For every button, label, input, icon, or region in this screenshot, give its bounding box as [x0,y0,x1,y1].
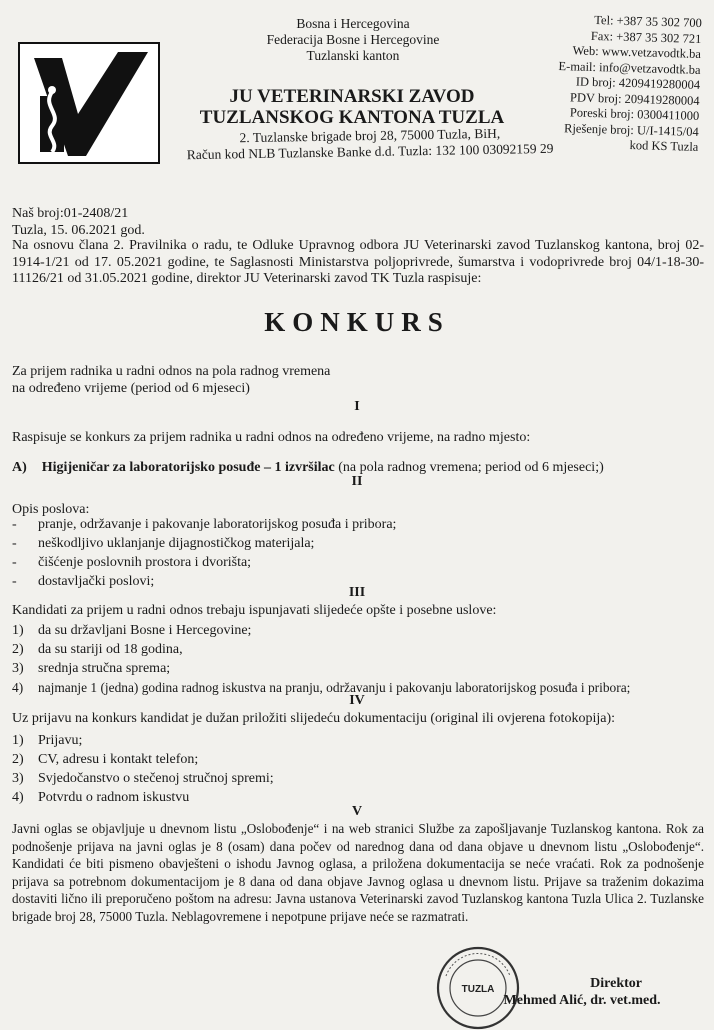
section-iii-numeral: III [348,585,366,600]
signature-role: Direktor [590,976,642,991]
subtitle-line-2: na određeno vrijeme (period od 6 mjeseci) [12,381,250,396]
institution-line-2: TUZLANSKOG KANTONA TUZLA [199,107,505,128]
court-line: kod KS Tuzla [629,138,699,154]
vat-number-line: PDV broj: 209419280004 [569,89,700,108]
list-item: - pranje, održavanje i pakovanje laboratorijskog posuđa i pribora; [12,517,397,532]
position-marker: A) [12,460,27,475]
contact-block [498,10,702,155]
web-line: Web: www.vetzavodtk.ba [572,43,702,61]
email-line: E-mail: info@vetzavodtk.ba [558,58,701,77]
section-ii-heading: Opis poslova: [12,502,90,517]
country-line: Bosna i Hercegovina [296,16,410,31]
section-i-text: Raspisuje se konkurs za prijem radnika u radni odnos na određeno vrijeme, na radno mjesto: [12,430,531,445]
position-details: (na pola radnog vremena; period od 6 mjeseci;) [334,460,604,475]
institution-line-1: JU VETERINARSKI ZAVOD [229,86,475,107]
logo-graphic [20,44,158,162]
list-item: 1) da su državljani Bosne i Hercegovine; [12,623,252,638]
list-item: 4) Potvrdu o radnom iskustvu [12,790,190,805]
government-header [238,16,468,64]
section-ii-numeral: II [351,474,363,489]
federation-line: Federacija Bosne i Hercegovine [266,32,440,47]
list-item: 1) Prijavu; [12,733,83,748]
list-item: - čišćenje poslovnih prostora i dvorišta; [12,555,252,570]
section-iii-heading: Kandidati za prijem u radni odnos trebaju ispunjavati slijedeće opšte i posebne uslove: [12,603,497,618]
institute-logo [18,42,160,164]
canton-line: Tuzlanski kanton [306,48,400,63]
preamble-text: Na osnovu člana 2. Pravilnika o radu, te Odluke Upravnog odbora JU Veterinarski zavod Tuzlanskog kantona, broj 02-1914-1/21 od 17. 05.2021 godine, te Saglasnosti Ministarstva poljoprivrede, šumarstva i vodoprivrede broj 04/1-18-30-11126/21 od 31.05.2021 godine, direktor JU Veterinarski zavod TK Tuzla raspisuje: [12,238,704,286]
list-item: 2) CV, adresu i kontakt telefon; [12,752,199,767]
id-number-line: ID broj: 4209419280004 [575,74,701,92]
section-i-numeral: I [354,399,360,414]
tax-number-line: Poreski broj: 0300411000 [569,105,700,123]
signature-block [462,975,702,1009]
list-item: 3) srednja stručna sprema; [12,661,171,676]
stamp-text: TUZLA [461,984,495,995]
list-item: - dostavljački poslovi; [12,574,155,589]
signature-name: Mehmed Alić, dr. vet.med. [503,993,661,1008]
reference-number: Naš broj:01-2408/21 [12,206,129,221]
position-title: Higijeničar za laboratorijsko posuđe – 1 izvršilac [41,460,335,475]
documents-list [12,731,274,807]
section-v-numeral: V [351,804,363,819]
institution-name [182,86,522,128]
job-duties-list [12,515,396,591]
document-title: KONKURS [264,307,450,337]
list-item: - neškodljivo uklanjanje dijagnostičkog materijala; [12,536,315,551]
phone-line: Tel: +387 35 302 700 [594,12,702,30]
reference-date: Tuzla, 15. 06.2021 god. [12,223,145,238]
fax-line: Fax: +387 35 302 721 [590,28,702,46]
section-iv-heading: Uz prijavu na konkurs kandidat je dužan priložiti slijedeću dokumentaciju (original ili ovjerena fotokopija): [12,711,615,726]
section-v-text: Javni oglas se objavljuje u dnevnom listu „Oslobođenje“ i na web stranici Službe za zapošljavanje Tuzlanskog kantona. Rok za podnošenje prijava na javni oglas je 8 (osam) dana počev od narednog dana od dana objave u dnevnom listu „Oslobođenje“. Kandidati će biti pismeno obavješteni o ishodu Javnog oglasa, a priložena dokumentacija se neće vraćati. Rok za podnošenje prijava sa potrebnom dokumentacijom je 8 dana od dana objave Javnog oglasa u dnevnom listu. Prijave sa traženim dokazima dostaviti lično ili preporučeno poštom na adresu: Javna ustanova Veterinarski zavod Tuzlanskog kantona Tuzla Ulica 2. Tuzlanske brigade broj 28, 75000 Tuzla. Neblagovremene i nepotpune prijave neće se razmatrati. [12,821,704,924]
list-item: 4) najmanje 1 (jedna) godina radnog iskustva na pranju, održavanju i pakovanju laboratorijskog posuđa i pribora; [12,680,631,695]
address-line: 2. Tuzlanske brigade broj 28, 75000 Tuzla, BiH, [239,125,501,146]
decision-number-line: Rješenje broj: U/I-1415/04 [563,120,699,139]
subtitle-line-1: Za prijem radnika u radni odnos na pola radnog vremena [12,364,331,379]
requirements-list [12,621,630,697]
list-item: 3) Svjedočanstvo o stečenoj stručnoj spremi; [12,771,274,786]
section-iv-numeral: IV [349,693,365,708]
list-item: 2) da su stariji od 18 godina, [12,642,183,657]
bank-account-line: Račun kod NLB Tuzlanske Banke d.d. Tuzla: 132 100 03092159 29 [186,140,554,163]
